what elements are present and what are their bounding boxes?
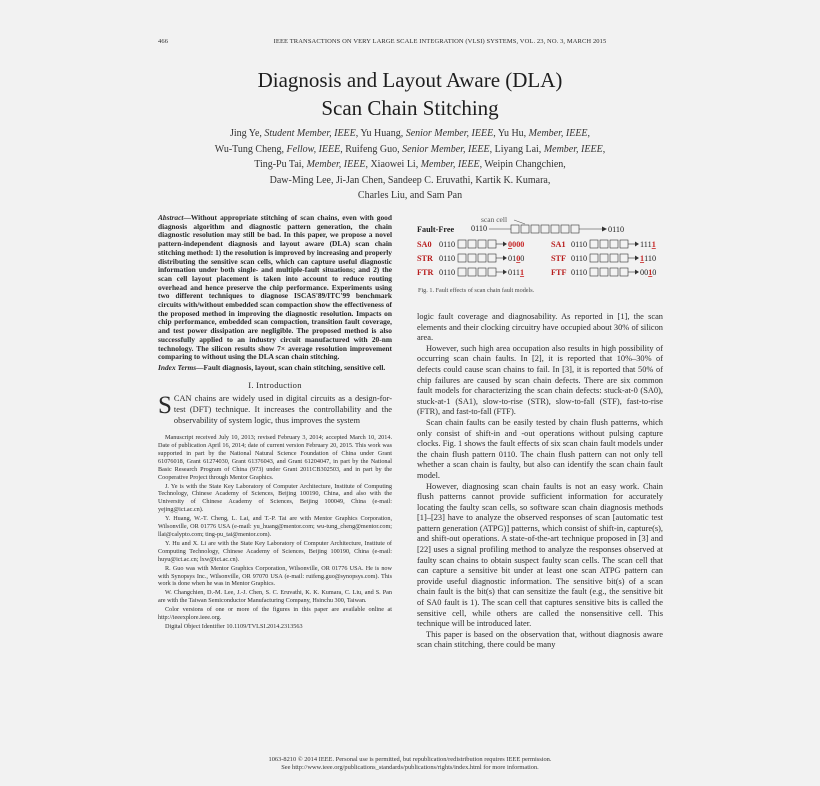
paragraph: However, diagnosing scan chain faults is not an easy work. Chain flush patterns cannot provide sufficient information for accurately locating the faulty scan cells, so software scan chain diagnosis methods [1]–[23] have to analyze the observed responses of scan [automatic test pattern generation (ATPG)] patterns, which consist of shift-in, capture(s), and shift-out operations. A state-of-the-art technique proposed in [3] and [22] uses a signal profiling method to analyze the responses observed at faulty scan chains to obtain suspect faulty scan cells. The scan cell that can capture a sensitive bit under at least one scan ATPG pattern can provide useful diagnostic information. The sensitive bit(s) of a scan chain fault is the bit(s) that can sensitize the fault (e.g., the sensitive bit of SA0 fault is 1). The scan cell that captures sensitive bits is called the sensitive cell, while others are called the nonsensitive cell. This technique will be introduced later.: [417, 481, 663, 629]
index-terms: Index Terms—Fault diagnosis, layout, scan chain stitching, sensitive cell.: [158, 362, 386, 372]
left-column: [158, 214, 392, 632]
fault-ftf: FTF: [551, 268, 567, 277]
svg-text:0110: 0110: [571, 268, 588, 277]
svg-text:0000: 0000: [508, 240, 525, 249]
paragraph: However, such high area occupation also results in high possibility of occurring scan chain faults. In [2], it is reported that 10%–30% of defects could cause scan chains to fail. In [3], it is reported that 50% of chip failures are caused by scan chain defects. There are six common fault models for characterizing the scan chain defects: stuck-at-0 (SA0), stuck-at-1 (SA1), slow-to-rise (STR), slow-to-fall (STF), fast-to-rise (FTR), and fast-to-fall (FTF).: [417, 343, 663, 417]
title-line-1: Diagnosis and Layout Aware (DLA): [257, 68, 563, 92]
footnotes: [158, 434, 392, 631]
svg-text:0110: 0110: [439, 254, 456, 263]
dropcap: S: [158, 392, 172, 420]
page-number: 466: [158, 38, 169, 45]
footnote: R. Guo was with Mentor Graphics Corporation, Wilsonville, OR 01776 USA. He is now with Synopsys Inc., Wilsonville, OR 97070 USA (e-mail: ruifeng.guo@synopsys.com). This work is done when he was in Mentor Graphics.: [158, 564, 392, 588]
fault-sa0: SA0: [417, 240, 432, 249]
figure-1-scan-chain-faults: [415, 212, 665, 292]
paragraph: logic fault coverage and diagnosability. As reported in [1], the scan elements and their clocking circuitry have occupied about 30% of silicon area.: [417, 312, 663, 343]
paragraph: Scan chain faults can be easily tested by chain flush patterns, which only consist of shift-in and -out operations without pulsing capture clocks. Fig. 1 shows the fault effects of six scan chain fault models under the chain flush pattern 0110. The chain flush pattern can not only tell whether a scan chain is faulty, but also can identify the scan chain fault model.: [417, 417, 663, 480]
copyright-footer: [0, 756, 820, 773]
svg-text:1110: 1110: [640, 254, 657, 263]
author-line-1: Jing Ye, Student Member, IEEE, Yu Huang, Senior Member, IEEE, Yu Hu, Member, IEEE,: [229, 128, 591, 139]
author-list: [150, 126, 670, 204]
figure-caption: Fig. 1. Fault effects of scan chain fault models.: [418, 287, 535, 294]
right-column: [417, 312, 663, 651]
author-line-3: Ting-Pu Tai, Member, IEEE, Xiaowei Li, Member, IEEE, Weipin Changchien,: [254, 159, 566, 171]
paper-title: [0, 66, 820, 122]
footnote: Digital Object Identifier 10.1109/TVLSI.2014.2313563: [165, 622, 303, 630]
fault-free-out: 0110: [608, 225, 625, 234]
section-heading: I. Introduction: [248, 379, 302, 390]
author-line-5: Charles Liu, and Sam Pan: [357, 190, 463, 202]
title-line-2: Scan Chain Stitching: [321, 96, 499, 120]
copyright-line-1: 1063-8210 © 2014 IEEE. Personal use is permitted, but republication/redistribution requires IEEE permission.: [268, 756, 552, 763]
fault-str: STR: [417, 254, 433, 263]
fault-free-in: 0110: [471, 224, 488, 233]
footnote: W. Changchien, D.-M. Lee, J.-J. Chen, S. C. Eruvathi, K. K. Kumara, C. Liu, and S. Pan are with the Taiwan Semiconductor Manufacturing Company, Hsinchu 300, Taiwan.: [158, 589, 392, 605]
svg-text:0110: 0110: [571, 254, 588, 263]
footnote: J. Ye is with the State Key Laboratory of Computer Architecture, Institute of Computing Technology, Chinese Academy of Sciences, Beijing 100190, China, and also with the University of Chinese Academy of Sciences, Beijing 100049, China (e-mail: yejing@ict.ac.cn).: [158, 482, 392, 514]
svg-text:0100: 0100: [508, 254, 525, 263]
copyright-line-2: See http://www.ieee.org/publications_standards/publications/rights/index.html for more information.: [281, 764, 539, 772]
paragraph: This paper is based on the observation that, without diagnosis aware scan chain stitching, there could be many: [417, 629, 663, 650]
svg-text:0111: 0111: [508, 268, 525, 277]
svg-text:0110: 0110: [439, 268, 456, 277]
footnote: Y. Huang, W.-T. Cheng, L. Lai, and T.-P. Tai are with Mentor Graphics Corporation, Wilsonville, OR 01776 USA (e-mail: yu_huang@mentor.com; wu-tung_cheng@mentor.com; llai@calypto.com; ting-pu_tai@mentor.com).: [158, 515, 392, 539]
footnote: Y. Hu and X. Li are with the State Key Laboratory of Computer Architecture, Institute of Computing Technology, Chinese Academy of Sciences, Beijing 100190, China (e-mail: huyu@ict.ac.cn; lxw@ict.ac.cn).: [158, 539, 392, 563]
fault-ftr: FTR: [417, 268, 434, 277]
footnote: Color versions of one or more of the figures in this paper are available online at http://ieeexplore.ieee.org.: [158, 606, 392, 622]
fault-sa1: SA1: [551, 240, 566, 249]
fault-free-label: Fault-Free: [417, 225, 455, 234]
abstract: Abstract—Without appropriate stitching of scan chains, even with good diagnosis algorithm and diagnostic pattern generation, the chain diagnostic resolution may still be bad. In this paper, we propose a novel pattern-independent diagnosis and layout aware (DLA) scan chain stitching method: 1) the resolution is improved by increasing and properly distributing the sensitive scan cells, which can capture useful diagnostic information under both single- and multiple-fault situations; and 2) the scan cell layout placement is taken into account to reduce routing overhead and hence preserve the chip performance. Experiments using two different techniques to diagnose ISCAS'89/ITC'99 benchmark circuits with/without embedded scan compaction show the effectiveness of the proposed method in improving the diagnostic resolution. Impacts on chip performance, embedded scan compaction, transition fault coverage, and test power dissipation are negligible. The proposed method is also successfully applied to an industry circuit manufactured with 20-nm technology. The silicon results show 7× average resolution improvement comparing to without using the DLA scan chain stitching.: [158, 213, 392, 362]
svg-text:0110: 0110: [439, 240, 456, 249]
svg-text:0110: 0110: [571, 240, 588, 249]
footnote: Manuscript received July 10, 2013; revised February 3, 2014; accepted March 10, 2014. Date of publication April 16, 2014; date of current version February 20, 2015. This work was supported in part by the National Natural Science Foundation of China under Grant 61076018, Grant 61274030, Grant 61376043, and Grant 61204047, in part by the National Basic Research Program of China (973) under Grant 2011CB302503, and in part by the Cooperative Project through Mentor Graphics.: [158, 434, 392, 481]
author-line-2: Wu-Tung Cheng, Fellow, IEEE, Ruifeng Guo, Senior Member, IEEE, Liyang Lai, Member, IEEE,: [214, 143, 606, 155]
journal-header: IEEE TRANSACTIONS ON VERY LARGE SCALE INTEGRATION (VLSI) SYSTEMS, VOL. 23, NO. 3, MARCH 2015: [273, 38, 607, 45]
intro-paragraph: SCAN chains are widely used in digital circuits as a design-for-test (DFT) technique. It increases the controllability and the observability of system logic, thus improves the system: [158, 392, 392, 425]
scan-cell-label: scan cell: [481, 215, 508, 224]
svg-text:1111: 1111: [640, 240, 656, 249]
author-line-4: Daw-Ming Lee, Ji-Jan Chen, Sandeep C. Eruvathi, Kartik K. Kumara,: [269, 174, 551, 186]
svg-text:0010: 0010: [640, 268, 657, 277]
fault-stf: STF: [551, 254, 567, 263]
